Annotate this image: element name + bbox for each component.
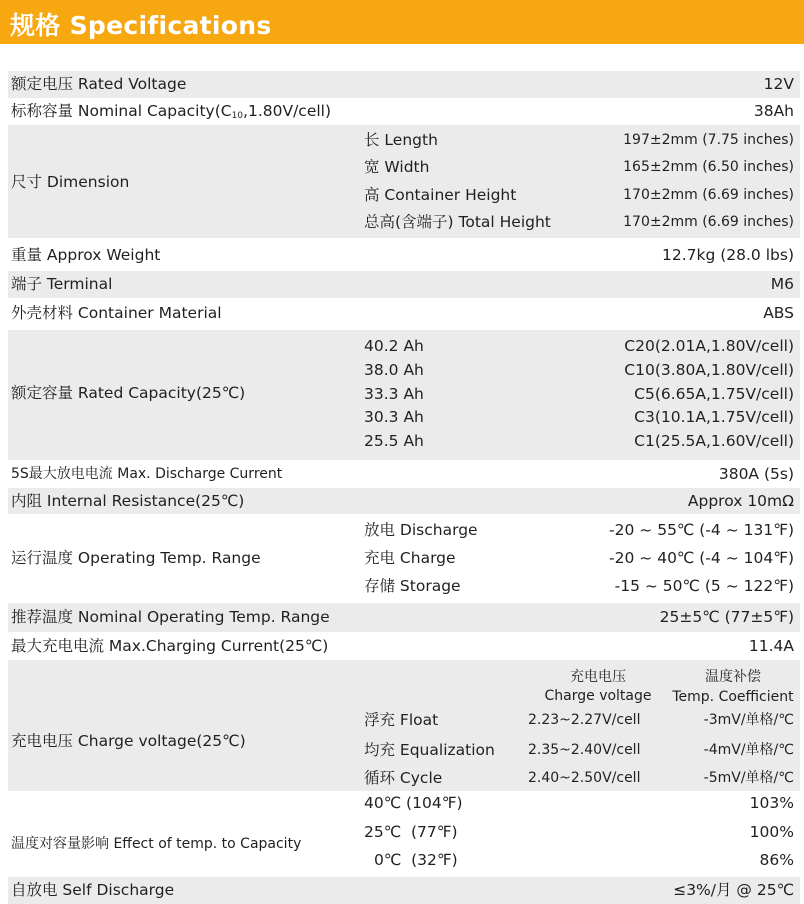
spec-row-internal-resistance bbox=[8, 488, 800, 514]
temp-mode: 存储 Storage bbox=[364, 577, 461, 595]
dimension-name: 高 Container Height bbox=[364, 186, 517, 204]
dimension-value: 170±2mm (6.69 inches) bbox=[623, 187, 794, 203]
charge-mode: 浮充 Float bbox=[364, 711, 439, 729]
column-header-charge-voltage-en: Charge voltage bbox=[544, 688, 652, 704]
spec-label: 充电电压 Charge voltage(25℃) bbox=[11, 732, 246, 750]
column-header-charge-voltage-cn: 充电电压 bbox=[570, 669, 626, 685]
dimension-name: 宽 Width bbox=[364, 158, 430, 176]
spec-label: 额定电压 Rated Voltage bbox=[11, 75, 187, 93]
spec-label: 标称容量 Nominal $Capacity(C_{10},1.80V/cell)$ bbox=[11, 102, 332, 121]
spec-row-terminal bbox=[8, 271, 800, 298]
temperature: 0℃ (32℉) bbox=[374, 851, 458, 869]
charge-mode: 均充 Equalization bbox=[364, 741, 495, 759]
temp-range: -15 ~ 50℃ (5 ~ 122℉) bbox=[614, 577, 794, 595]
spec-value: 38Ah bbox=[753, 102, 794, 120]
spec-row-temp-effect bbox=[8, 792, 800, 876]
spec-label: 额定容量 Rated Capacity(25℃) bbox=[11, 384, 246, 402]
temperature: 40℃ (104℉) bbox=[364, 794, 463, 812]
capacity-rate: C3(10.1A,1.75V/cell) bbox=[634, 408, 794, 426]
spec-label: 内阻 Internal Resistance(25℃) bbox=[11, 492, 245, 510]
spec-row-rated-voltage bbox=[8, 71, 800, 98]
spec-value: 12.7kg (28.0 lbs) bbox=[661, 246, 794, 264]
temp-mode: 充电 Charge bbox=[364, 549, 456, 567]
capacity-ah: 38.0 Ah bbox=[364, 361, 424, 379]
spec-value: ABS bbox=[763, 304, 794, 322]
temp-coef-value: -5mV/单格/℃ bbox=[703, 770, 794, 786]
spec-row-weight bbox=[8, 241, 800, 269]
temp-coef-value: -3mV/单格/℃ bbox=[703, 712, 794, 728]
page-title: 规格 Specifications bbox=[10, 11, 272, 40]
capacity-ah: 40.2 Ah bbox=[364, 337, 424, 355]
spec-row-max-charging bbox=[8, 632, 800, 660]
specifications-header bbox=[0, 0, 804, 44]
charge-mode: 循环 Cycle bbox=[364, 769, 443, 787]
column-header-temp-coef-en: Temp. Coefficient bbox=[672, 689, 794, 705]
spec-value: 12V bbox=[763, 75, 794, 93]
capacity-rate: C10(3.80A,1.80V/cell) bbox=[624, 361, 794, 379]
capacity-ah: 25.5 Ah bbox=[364, 432, 424, 450]
temp-mode: 放电 Discharge bbox=[364, 521, 478, 539]
spec-label: 尺寸 Dimension bbox=[11, 173, 130, 191]
capacity-percent: 86% bbox=[759, 851, 794, 869]
charge-voltage-value: 2.40~2.50V/cell bbox=[528, 770, 641, 786]
capacity-percent: 103% bbox=[749, 794, 794, 812]
spec-label: 自放电 Self Discharge bbox=[11, 881, 175, 899]
spec-row-self-discharge bbox=[8, 877, 800, 904]
spec-row-charge-voltage bbox=[8, 660, 800, 791]
spec-label: 外壳材料 Container Material bbox=[11, 304, 222, 322]
spec-row-operating-temp bbox=[8, 514, 800, 601]
spec-row-nominal-capacity bbox=[8, 98, 800, 125]
dimension-value: 165±2mm (6.50 inches) bbox=[623, 159, 794, 175]
column-header-temp-coef-cn: 温度补偿 bbox=[705, 669, 761, 685]
temp-range: -20 ~ 55℃ (-4 ~ 131℉) bbox=[609, 521, 794, 539]
spec-row-dimension bbox=[8, 125, 800, 238]
spec-value: 11.4A bbox=[748, 637, 794, 655]
spec-value: M6 bbox=[770, 275, 794, 293]
spec-label: 运行温度 Operating Temp. Range bbox=[11, 549, 261, 567]
spec-value: Approx 10mΩ bbox=[687, 492, 794, 510]
spec-row-container-material bbox=[8, 299, 800, 327]
spec-label: 5S最大放电电流 Max. Discharge Current bbox=[11, 466, 283, 482]
spec-label: 最大充电电流 Max.Charging Current(25℃) bbox=[11, 637, 329, 655]
spec-label: 推荐温度 Nominal Operating Temp. Range bbox=[11, 608, 330, 626]
spec-value: 25±5℃ (77±5℉) bbox=[659, 608, 794, 626]
dimension-value: 170±2mm (6.69 inches) bbox=[623, 214, 794, 230]
capacity-rate: C1(25.5A,1.60V/cell) bbox=[634, 432, 794, 450]
capacity-ah: 30.3 Ah bbox=[364, 408, 424, 426]
spec-label: 端子 Terminal bbox=[11, 275, 113, 293]
capacity-rate: C20(2.01A,1.80V/cell) bbox=[624, 337, 794, 355]
capacity-ah: 33.3 Ah bbox=[364, 385, 424, 403]
temp-range: -20 ~ 40℃ (-4 ~ 104℉) bbox=[609, 549, 794, 567]
dimension-name: 总高(含端子) Total Height bbox=[364, 213, 551, 231]
spec-value: ≤3%/月 @ 25℃ bbox=[673, 881, 794, 899]
capacity-percent: 100% bbox=[749, 823, 794, 841]
charge-voltage-value: 2.23~2.27V/cell bbox=[528, 712, 641, 728]
spec-label: 重量 Approx Weight bbox=[11, 246, 161, 264]
capacity-rate: C5(6.65A,1.75V/cell) bbox=[634, 385, 794, 403]
spec-row-nominal-temp bbox=[8, 603, 800, 632]
spec-row-rated-capacity bbox=[8, 330, 800, 460]
spec-row-max-discharge bbox=[8, 460, 800, 488]
spec-value: 380A (5s) bbox=[718, 465, 794, 483]
dimension-name: 长 Length bbox=[364, 131, 438, 149]
dimension-value: 197±2mm (7.75 inches) bbox=[623, 132, 794, 148]
charge-voltage-value: 2.35~2.40V/cell bbox=[528, 742, 641, 758]
temp-coef-value: -4mV/单格/℃ bbox=[703, 742, 794, 758]
spec-label: 温度对容量影响 Effect of temp. to Capacity bbox=[11, 836, 302, 852]
temperature: 25℃ (77℉) bbox=[364, 823, 458, 841]
